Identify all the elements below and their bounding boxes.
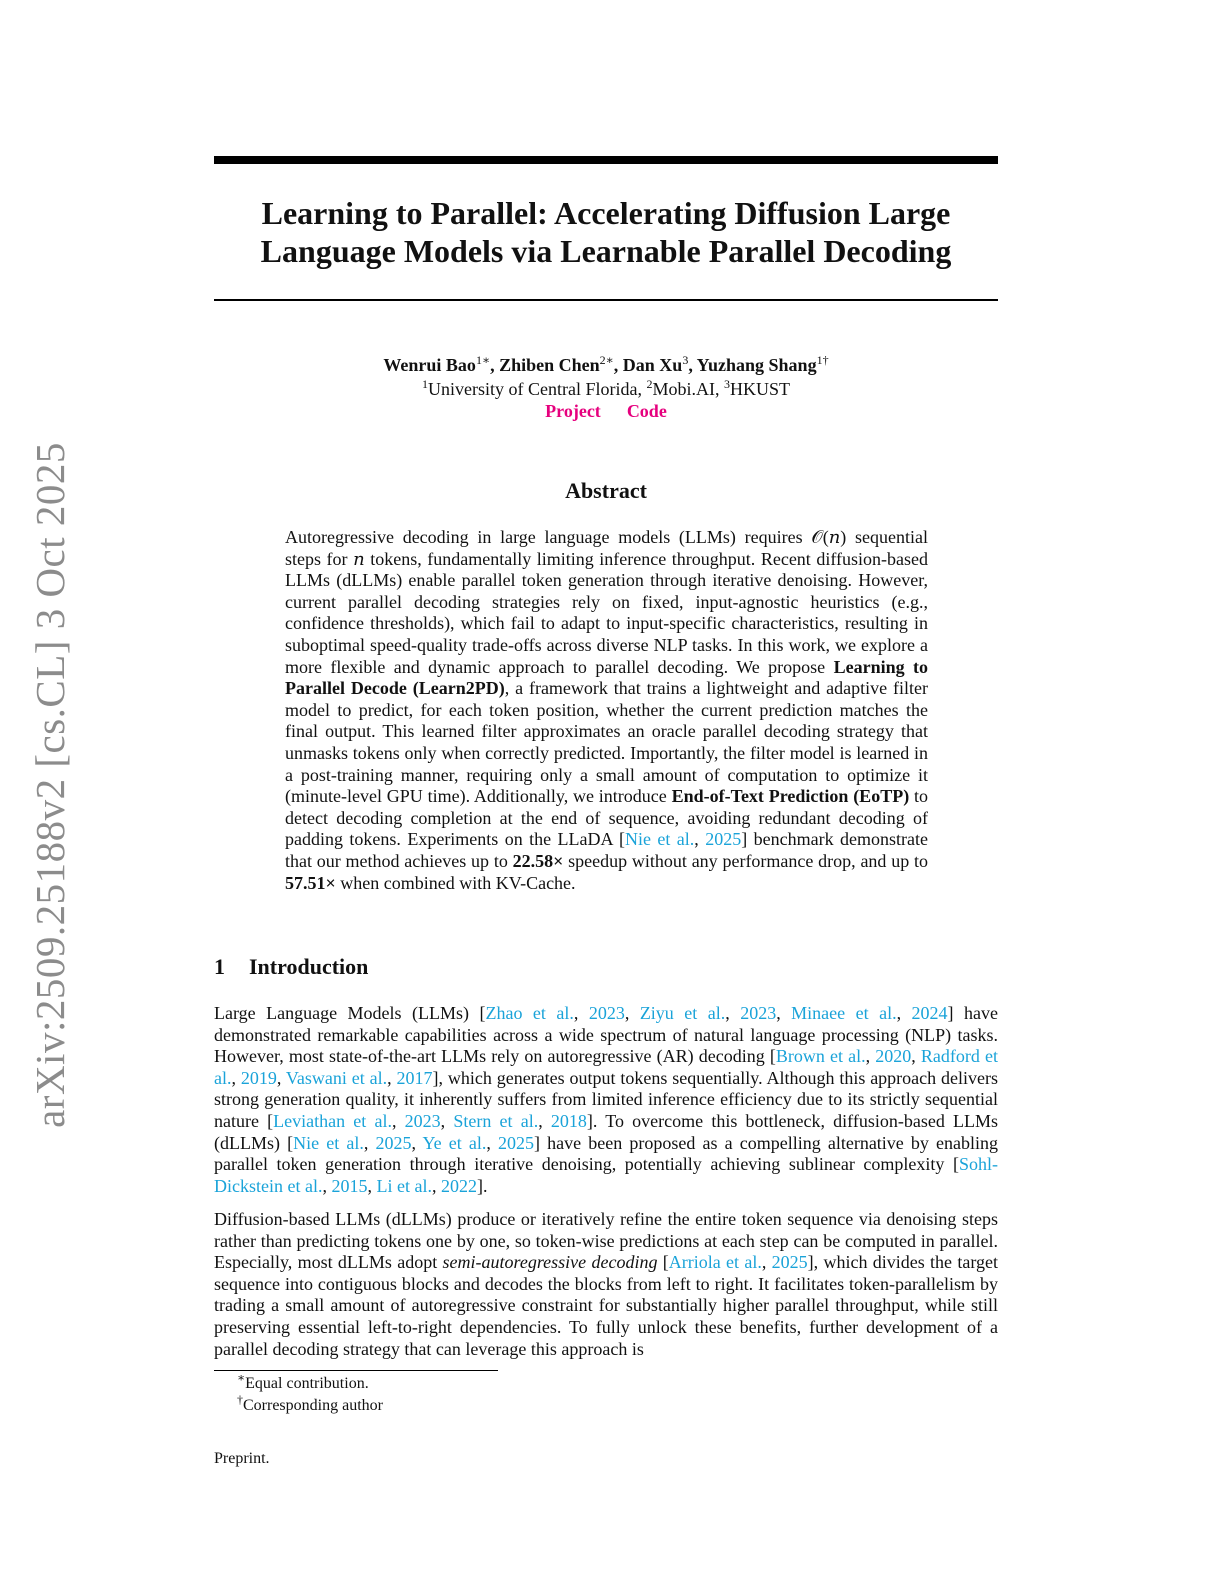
math-variable-n: 𝑛 [353,548,365,569]
footnote-mark: ∗ [237,1370,246,1385]
footnote-text: Corresponding author [243,1397,383,1414]
citation-link[interactable]: Li et al. [376,1175,432,1196]
author-list: Wenrui Bao$^{1∗}$, Zhiben Chen$^{2∗}$, Dan Xu$^3$, Yuzhang Shang$^{1\dagger}$ [383,353,829,375]
affiliation-name: Mobi.AI [652,379,715,399]
citation-link[interactable]: Minaee et al. [791,1003,897,1023]
citation-year-link[interactable]: 2025 [498,1132,535,1153]
affiliation-mark: 1 [422,377,428,391]
method-name-eotp: End-of-Text Prediction (EoTP) [671,786,910,807]
citation-link[interactable]: Ziyu et al. [639,1003,726,1023]
citation-year-link[interactable]: 2025 [705,829,742,850]
emphasis-term: semi-autoregressive decoding [442,1252,658,1273]
citation-link[interactable]: Nie et al. [624,829,695,850]
footnote-text: Equal contribution. [245,1375,369,1392]
author-mark: 1∗ [475,353,491,367]
abstract-text: tokens, fundamentally limiting inference throughput. Recent diffusion-based LLMs (dLLMs) enable parallel token generation through iterative denoising. However, current parallel decoding strategies rely on fixed, input-agnostic heuristics (e.g., confidence thresholds), which fail to adapt to input-specific characteristics, resulting in suboptimal speed-quality trade-offs across diverse NLP tasks. In this work, we explore a more flexible and dynamic approach to parallel decoding. We propose [285,548,928,677]
citation-year-link[interactable]: 2025 [771,1252,808,1273]
citation-year-link[interactable]: 2017 [396,1067,433,1088]
citation-link[interactable]: Leviathan et al. [273,1110,392,1131]
citation-link[interactable]: Radford et al. [214,1046,999,1088]
title-bottom-rule [214,299,998,301]
title-line-1: Learning to Parallel: Accelerating Diffusion Large [261,195,951,231]
author-mark: 3 [682,353,689,367]
arxiv-identifier-stamp [18,442,82,1128]
author-name: Dan Xu [622,355,683,375]
citation-year-link[interactable]: 2024 [911,1003,948,1023]
speedup-kv-value: 57.51× [285,872,336,893]
paragraph-text: ] have been proposed as a compelling alternative by enabling parallel token generation through iterative denoising, potentially achieving sublinear complexity [ [214,1132,999,1175]
abstract-text: sequential steps for [285,527,928,569]
project-links [214,400,998,422]
affiliation-name: HKUST [729,379,790,399]
paragraph-text: ], which divides the target sequence into contiguous blocks and decodes the blocks from left to right. It facilitates token-parallelism by trading a small amount of autoregressive constraint for substantially higher parallel throughput, while still preserving essential left-to-right dependencies. To fully unlock these benefits, further development of a parallel decoding strategy that can leverage this approach is [214,1252,998,1359]
citation-year-link[interactable]: 2022 [440,1175,477,1196]
citation-link[interactable]: Ye et al. [422,1132,487,1153]
citation-link[interactable]: Nie et al. [293,1132,364,1153]
citation-year-link[interactable]: 2018 [550,1110,587,1131]
speedup-value: 22.58× [512,850,564,871]
citation-year-link[interactable]: 2019 [240,1067,277,1088]
affiliation-mark: 3 [723,377,730,391]
abstract-text: ] benchmark demonstrate that our method achieves up to [285,829,928,871]
author-name: Yuzhang Shang [696,355,817,375]
citation-year-link[interactable]: 2015 [331,1175,368,1196]
author-mark: 2∗ [599,353,614,367]
footnote-mark: † [237,1392,243,1407]
code-link[interactable]: Code [626,401,667,421]
abstract-heading: Abstract [565,478,647,503]
paragraph-text: ]. [476,1175,488,1196]
author-name: Zhiben Chen [499,355,600,375]
citation-year-link[interactable]: 2025 [375,1132,412,1153]
arxiv-identifier-text: arXiv:2509.25188v2 [cs.CL] 3 Oct 2025 [27,442,73,1128]
citation-link[interactable]: Vaswani et al. [285,1067,388,1088]
author-name: Wenrui Bao [383,355,476,375]
preprint-footer: Preprint. [214,1450,270,1467]
citation-link[interactable]: Brown et al. [775,1046,866,1067]
abstract-text: when combined with KV-Cache. [335,872,576,893]
affiliation-list: $^1$University of Central Florida, $^2$Mobi.AI, $^3$HKUST [422,377,790,399]
paragraph-text: ] have demonstrated remarkable capabilities across a wide spectrum of natural language processing (NLP) tasks. However, most state-of-the-art LLMs rely on autoregressive (AR) decoding [ [214,1003,998,1067]
abstract-text: , a framework that trains a lightweight and adaptive filter model to predict, for each token position, whether the current prediction matches the final output. This learned filter approximates an oracle parallel decoding strategy that unmasks tokens only when correctly predicted. Importantly, the filter model is learned in a post-training manner, requiring only a small amount of computation to optimize it (minute-level GPU time). Additionally, we introduce [285,678,928,807]
citation-link[interactable]: Stern et al. [453,1110,539,1131]
footnote-divider [214,1370,498,1371]
abstract-text: speedup without any performance drop, and up to [563,850,928,871]
title-line-2: Language Models via Learnable Parallel Decoding [260,233,952,269]
paragraph-text: [ [657,1252,669,1273]
method-name-learn2pd: Learning to Parallel Decode (Learn2PD) [285,656,928,699]
affiliation-mark: 2 [646,377,653,391]
intro-paragraph-1: Large Language Models (LLMs) [Zhao et al., 2023, Ziyu et al., 2023, Minaee et al., 2024] have demonstrated remarkable capabilities across a wide spectrum of natural language processing (NLP) tasks. However, most state-of-the-art LLMs rely on autoregressive (AR) decoding [Brown et al., 2020, Radford et al., 2019, Vaswani et al., 2017], which generates output tokens sequentially. Although this approach delivers strong generation quality, it inherently suffers from limited inference efficiency due to its strictly sequential nature [Leviathan et al., 2023, Stern et al., 2018]. To overcome this bottleneck, diffusion-based LLMs (dLLMs) [Nie et al., 2025, Ye et al., 2025] have been proposed as a compelling alternative by enabling parallel token generation through iterative denoising, potentially achieving sublinear complexity [Sohl-Dickstein et al., 2015, Li et al., 2022]. [214,1003,999,1196]
paper-title [214,194,998,270]
citation-year-link[interactable]: 2023 [588,1003,625,1023]
section-number: 1 [214,954,225,979]
citation-link[interactable]: Sohl-Dickstein et al. [214,1154,998,1196]
citation-year-link[interactable]: 2020 [875,1046,912,1067]
paragraph-text: Large Language Models (LLMs) [ [214,1003,486,1023]
citation-link[interactable]: Zhao et al. [485,1003,574,1023]
title-top-rule [214,156,998,164]
abstract-text: Autoregressive decoding in large language models (LLMs) requires [285,527,812,547]
author-mark: 1† [816,353,829,367]
project-link[interactable]: Project [545,401,601,421]
affiliation-name: University of Central Florida [428,379,638,399]
abstract-text: to detect decoding completion at the end of sequence, avoiding redundant decoding of padding tokens. Experiments on the LLaDA [ [285,786,928,850]
section-title: Introduction [249,954,369,979]
paragraph-text: Diffusion-based LLMs (dLLMs) produce or iteratively refine the entire token sequence via denoising steps rather than predicting tokens one by one, so token-wise predictions at each step can be computed in parallel. Especially, most dLLMs adopt [214,1209,998,1273]
footnote-equal-contribution [237,1370,369,1394]
paragraph-text: ]. To overcome this bottleneck, diffusion-based LLMs (dLLMs) [ [214,1110,999,1153]
citation-link[interactable]: Arriola et al. [668,1252,762,1273]
big-o-notation: 𝒪(𝑛) [811,527,847,547]
section-heading-introduction [214,954,368,980]
citation-year-link[interactable]: 2023 [740,1003,777,1023]
footnote-corresponding-author [237,1392,383,1416]
intro-paragraph-2: Diffusion-based LLMs (dLLMs) produce or iteratively refine the entire token sequence via denoising steps rather than predicting tokens one by one, so token-wise predictions at each step can be computed in parallel. Especially, most dLLMs adopt semi-autoregressive decoding [Arriola et al., 2025], which divides the target sequence into contiguous blocks and decodes the blocks from left to right. It facilitates token-parallelism by trading a small amount of autoregressive constraint for substantially higher parallel throughput, while still preserving essential left-to-right dependencies. To fully unlock these benefits, further development of a parallel decoding strategy that can leverage this approach is [214,1209,998,1359]
citation-year-link[interactable]: 2023 [404,1110,441,1131]
paragraph-text: ], which generates output tokens sequentially. Although this approach delivers strong generation quality, it inherently suffers from limited inference efficiency due to its strictly sequential nature [ [214,1067,999,1131]
abstract-body: Autoregressive decoding in large language models (LLMs) requires 𝒪(𝑛) sequential steps for 𝑛 tokens, fundamentally limiting inference throughput. Recent diffusion-based LLMs (dLLMs) enable parallel token generation through iterative denoising. However, current parallel decoding strategies rely on fixed, input-agnostic heuristics (e.g., confidence thresholds), which fail to adapt to input-specific characteristics, resulting in suboptimal speed-quality trade-offs across diverse NLP tasks. In this work, we explore a more flexible and dynamic approach to parallel decoding. We propose Learning to Parallel Decode (Learn2PD), a framework that trains a lightweight and adaptive filter model to predict, for each token position, whether the current prediction matches the final output. This learned filter approximates an oracle parallel decoding strategy that unmasks tokens only when correctly predicted. Importantly, the filter model is learned in a post-training manner, requiring only a small amount of computation to optimize it (minute-level GPU time). Additionally, we introduce End-of-Text Prediction (EoTP) to detect decoding completion at the end of sequence, avoiding redundant decoding of padding tokens. Experiments on the LLaDA [Nie et al., 2025] benchmark demonstrate that our method achieves up to 22.58× speedup without any performance drop, and up to 57.51× when combined with KV-Cache. [285,527,928,893]
